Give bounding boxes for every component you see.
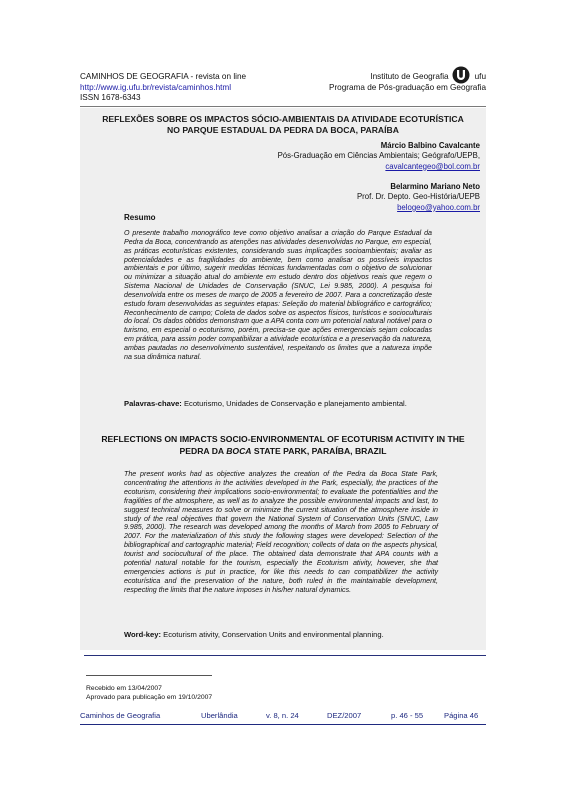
approved-date: Aprovado para publicação em 19/10/2007: [86, 694, 213, 701]
title-pt: [98, 114, 468, 136]
title-pt-line: REFLEXÕES SOBRE OS IMPACTOS SÓCIO-AMBIENTAIS DA ATIVIDADE ECOTURÍSTICA: [102, 114, 464, 124]
footer-journal: Caminhos de Geografia: [80, 711, 161, 720]
footer-volume: v. 8, n. 24: [266, 711, 299, 720]
section-divider: [84, 655, 486, 656]
keywords-text: Ecoturismo, Unidades de Conservação e planejamento ambiental.: [183, 399, 407, 408]
institute-header: [266, 72, 486, 93]
footer-city: Uberlândia: [201, 711, 238, 720]
institute-name: Instituto de Geografia: [370, 72, 449, 81]
keywords-label: Palavras-chave:: [124, 399, 182, 408]
author-block: [180, 141, 480, 172]
journal-url-link[interactable]: http://www.ig.ufu.br/revista/caminhos.html: [80, 82, 232, 92]
palavras-chave: [124, 399, 444, 409]
author-affiliation: Pós-Graduação em Ciências Ambientais; Geógrafo/UEPB,: [277, 151, 480, 161]
keywords-en-label: Word-key:: [124, 630, 161, 639]
title-en: [86, 434, 480, 457]
footnote-divider: [86, 675, 212, 676]
footer-pages: p. 46 - 55: [391, 711, 424, 720]
journal-header: [80, 72, 246, 104]
footer-date: DEZ/2007: [327, 711, 362, 720]
footer-page-number: Página 46: [444, 711, 479, 720]
author-block: [180, 182, 480, 213]
title-pt-line: NO PARQUE ESTADUAL DA PEDRA DA BOCA, PARAÍBA: [167, 125, 399, 135]
title-en-line: REFLECTIONS ON IMPACTS SOCIO-ENVIRONMENTAL OF ECOTURISM ACTIVITY IN THE: [101, 434, 465, 444]
issn: ISSN 1678-6343: [80, 93, 141, 102]
author-name: Belarmino Mariano Neto: [390, 182, 480, 191]
author-email-link[interactable]: cavalcantegeo@bol.com.br: [385, 161, 480, 171]
resumo-text: O presente trabalho monográfico teve como objetivo analisar a criação do Parque Estadual da Pedra da Boca, concentrando as atenções nas atividades desenvolvidas no Parque, em especial, as práticas ecoturísticas existentes, considerando suas implicações socioambientais; avaliar as potencialidades e as fragilidades do ambiente, bem como analisar os possíveis impactos ambientais e por último, sugerir medidas técnicas fundamentadas com o objetivo de solucionar ou minimizar a situação atual do ambiente em estudo dentro dos objetivos reais que regem o Sistema Nacional de Unidades de Conservação (SNUC, Lei 9.985, 2000). A pesquisa foi desenvolvida entre os meses de março de 2005 a fevereiro de 2007. Para a concretização deste estudo foram desenvolvidas as seguintes etapas: Seleção do material bibliográfico e cartográfico; Reconhecimento de campo; Coleta de dados sobre os aspectos físicos, turísticos e socioculturais do local. Os dados obtidos demonstram que a APA conta com um potencial natural notável para o turismo, em especial o ecoturismo, porém, precisa-se que ações emergenciais sejam colocadas em prática, para assim poder compatibilizar a atividade ecoturística e a preservação da natureza, ambas pautadas no desenvolvimento sustentável, respeitando os limites que a natureza impõe na sua dinâmica natural.: [124, 229, 432, 361]
logo-text: ufu: [474, 72, 486, 81]
author-affiliation: Prof. Dr. Depto. Geo-História/UEPB: [356, 192, 480, 202]
received-date: Recebido em 13/04/2007: [86, 685, 162, 692]
author-name: Márcio Balbino Cavalcante: [380, 141, 480, 150]
word-key: [124, 630, 444, 640]
resumo-heading: Resumo: [124, 213, 156, 222]
abstract-en-text: The present works had as objective analyzes the creation of the Pedra da Boca State Park, concentrating the attentions in the activities developed in the Park, especially, the practices of the ecoturism, considering their implications socio-environmental; to evaluate the potentialities and the fragilities of the atmosphere, as well as to analyze the possible environmental impacts and last, to suggest technical measures to solve or minimize the current situation of the atmosphere inside in study of the real objectives that govern the National System of Conservation Units (SNUC, Law 9.985, 2000). The research was developed among the months of March from 2005 to February of 2007. For the materialization of this study the following stages were developed: Selection of the bibliographical and cartographic material; Field recognition; collects of data on the aspects physical, tourist and sociocultural of the place. The obtained data demonstrate that APA counts with a potential natural notable for the tourism, especially the Ecoturism ativity, however, she that emergencies actions is put in practice, for like this needs to can compatibilizer the activity ecoturística and the preservation of the nature, both ruled in the maintainable development, respecting the limits that the nature imposes in his/her natural dynamics.: [124, 470, 438, 594]
keywords-en-text: Ecoturism ativity, Conservation Units and environmental planning.: [163, 630, 384, 639]
journal-name: CAMINHOS DE GEOGRAFIA - revista on line: [80, 72, 247, 81]
program-name: Programa de Pós-graduação em Geografia: [328, 82, 486, 92]
author-email-link[interactable]: belogeo@yahoo.com.br: [397, 202, 480, 212]
submission-dates: [86, 684, 212, 702]
title-en-line: PEDRA DA BOCA STATE PARK, PARAÍBA, BRAZIL: [179, 445, 387, 456]
footer-divider: [80, 724, 486, 725]
header-divider: [80, 106, 486, 107]
